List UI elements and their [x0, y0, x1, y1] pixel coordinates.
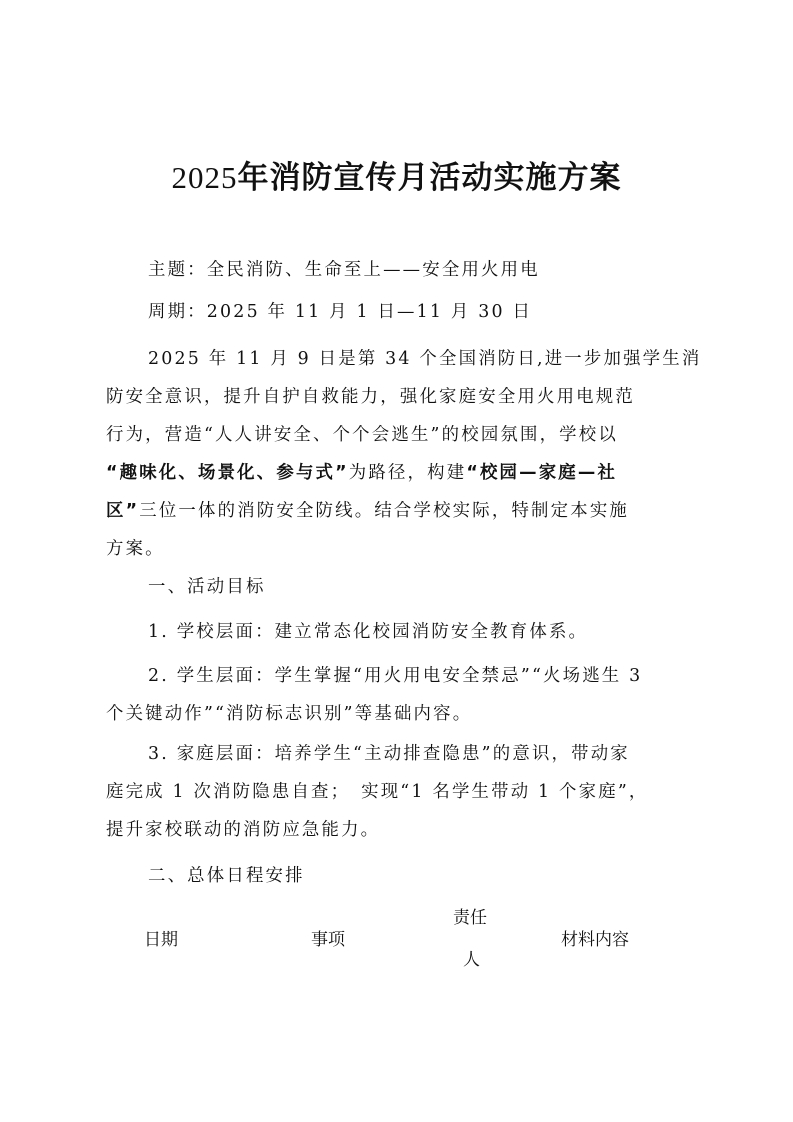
goal-item-3-line1: 3. 家庭层面：培养学生“主动排查隐患”的意识，带动家 — [148, 744, 630, 764]
intro-bold-end: 区” — [106, 501, 140, 521]
section2-heading: 二、总体日程安排 — [148, 866, 305, 886]
intro-rest-text: 三位一体的消防安全防线。结合学校实际，特制定本实施 — [139, 501, 630, 521]
intro-line-3: 行为，营造“人人讲安全、个个会逃生”的校园氛围，学校以 — [106, 425, 618, 445]
section1-heading: 一、活动目标 — [148, 577, 266, 597]
goal-item-3-line2: 庭完成 1 次消防隐患自查； 实现“1 名学生带动 1 个家庭”， — [106, 782, 649, 802]
title-year: 2025 — [171, 160, 238, 195]
intro-bold-path: “趣味化、场景化、参与式” — [106, 463, 349, 483]
period-line: 周期：2025 年 11 月 1 日—11 月 30 日 — [148, 302, 533, 322]
intro-line-1: 2025 年 11 月 9 日是第 34 个全国消防日,进一步加强学生消 — [148, 349, 702, 369]
col-header-materials: 材料内容 — [561, 930, 629, 950]
goal-item-3-line3: 提升家校联动的消防应急能力。 — [106, 820, 381, 840]
schedule-table-header — [106, 902, 691, 980]
intro-mid-text: 为路径，构建 — [348, 463, 467, 483]
col-header-responsible-line1: 责任 — [453, 908, 487, 928]
intro-line-2: 防安全意识，提升自护自救能力，强化家庭安全用火用电规范 — [106, 387, 635, 407]
col-header-responsible-line2: 人 — [463, 950, 480, 970]
title-text: 年消防宣传月活动实施方案 — [237, 160, 622, 196]
document-title — [0, 156, 793, 200]
col-header-item: 事项 — [311, 930, 345, 950]
intro-line-6: 方案。 — [106, 539, 165, 559]
goal-item-2-line2: 个关键动作”“消防标志识别”等基础内容。 — [106, 704, 473, 724]
intro-line-4 — [106, 459, 691, 487]
intro-line-5 — [106, 497, 691, 525]
goal-item-1: 1. 学校层面：建立常态化校园消防安全教育体系。 — [148, 622, 589, 642]
intro-bold-defense: “校园—家庭—社 — [466, 463, 618, 483]
col-header-date: 日期 — [144, 930, 178, 950]
theme-line: 主题：全民消防、生命至上——安全用火用电 — [148, 260, 540, 280]
goal-item-2-line1: 2. 学生层面：学生掌握“用火用电安全禁忌”“火场逃生 3 — [148, 666, 643, 686]
